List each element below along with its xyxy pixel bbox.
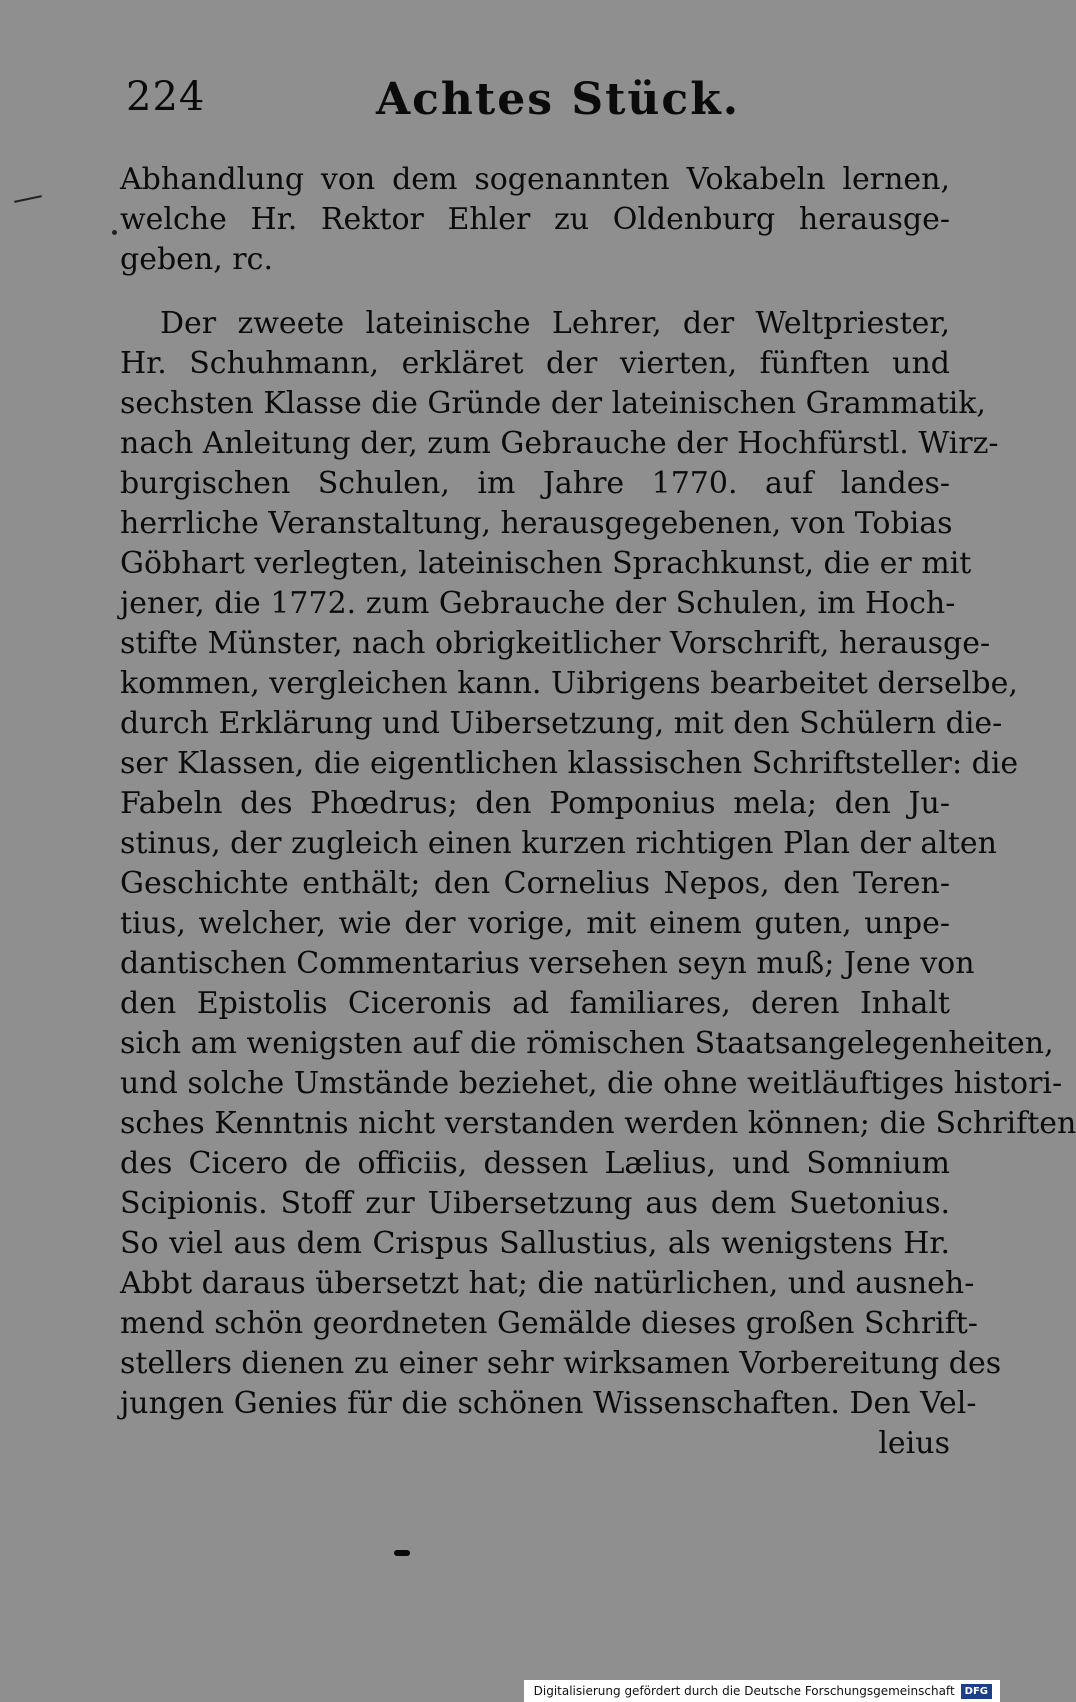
text-line: durch Erklärung und Uibersetzung, mit den Schülern die- [120,706,1003,741]
text-line: den Epistolis Ciceronis ad familiares, deren Inhalt [120,986,950,1021]
text-line: sches Kenntnis nicht verstanden werden können; die Schriften [120,1106,1076,1141]
funding-notice: Digitalisierung gefördert durch die Deutsche Forschungsgemeinschaft [533,1684,955,1698]
page-number: 224 [126,74,206,120]
text-line: sechsten Klasse die Gründe der lateinischen Grammatik, [120,386,986,421]
text-line: Hr. Schuhmann, erkläret der vierten, fünften und [120,346,950,381]
text-line: des Cicero de officiis, dessen Lælius, und Somnium [120,1146,950,1181]
text-line: Göbhart verlegten, lateinischen Sprachkunst, die er mit [120,546,972,581]
text-line: Fabeln des Phœdrus; den Pomponius mela; den Ju- [120,786,950,821]
text-line: geben, rc. [120,242,273,277]
text-line: Abhandlung von dem sogenannten Vokabeln lernen, [120,162,950,197]
text-line: mend schön geordneten Gemälde dieses großen Schrift- [120,1306,978,1341]
paragraph-first-line: Der zweete lateinische Lehrer, der Weltpriester, [160,306,950,341]
text-line: dantischen Commentarius versehen seyn muß; Jene von [120,946,975,981]
ink-blot [394,1550,410,1556]
text-line: jungen Genies für die schönen Wissenschaften. Den Vel- [120,1386,977,1421]
text-line: Scipionis. Stoff zur Uibersetzung aus dem Suetonius. [120,1186,950,1221]
margin-speck [112,230,117,235]
dfg-logo: DFG [961,1684,992,1699]
text-line: Geschichte enthält; den Cornelius Nepos, den Teren- [120,866,950,901]
text-line: stinus, der zugleich einen kurzen richtigen Plan der alten [120,826,997,861]
digitization-banner [524,1680,1000,1702]
text-line: welche Hr. Rektor Ehler zu Oldenburg herausge- [120,202,950,237]
text-line: sich am wenigsten auf die römischen Staatsangelegenheiten, [120,1026,1054,1061]
running-head [120,74,950,124]
text-line: kommen, vergleichen kann. Uibrigens bearbeitet derselbe, [120,666,1018,701]
text-line: burgischen Schulen, im Jahre 1770. auf landes- [120,466,950,501]
text-line: herrliche Veranstaltung, herausgegebenen, von Tobias [120,506,953,541]
text-line: stifte Münster, nach obrigkeitlicher Vorschrift, herausge- [120,626,991,661]
text-line: tius, welcher, wie der vorige, mit einem guten, unpe- [120,906,950,941]
body-text [120,160,1076,1464]
text-line: So viel aus dem Crispus Sallustius, als wenigstens Hr. [120,1226,950,1261]
text-line: ser Klassen, die eigentlichen klassischen Schriftsteller: die [120,746,1019,781]
catchword: leius [878,1426,950,1461]
text-line: Abbt daraus übersetzt hat; die natürlichen, und ausneh- [120,1266,975,1301]
running-title: Achtes Stück. [376,74,741,125]
text-line: und solche Umstände beziehet, die ohne weitläuftiges histori- [120,1066,1063,1101]
margin-speck [14,195,42,203]
text-line: jener, die 1772. zum Gebrauche der Schulen, im Hoch- [120,586,956,621]
text-line: nach Anleitung der, zum Gebrauche der Hochfürstl. Wirz- [120,426,999,461]
text-line: stellers dienen zu einer sehr wirksamen Vorbereitung des [120,1346,1002,1381]
